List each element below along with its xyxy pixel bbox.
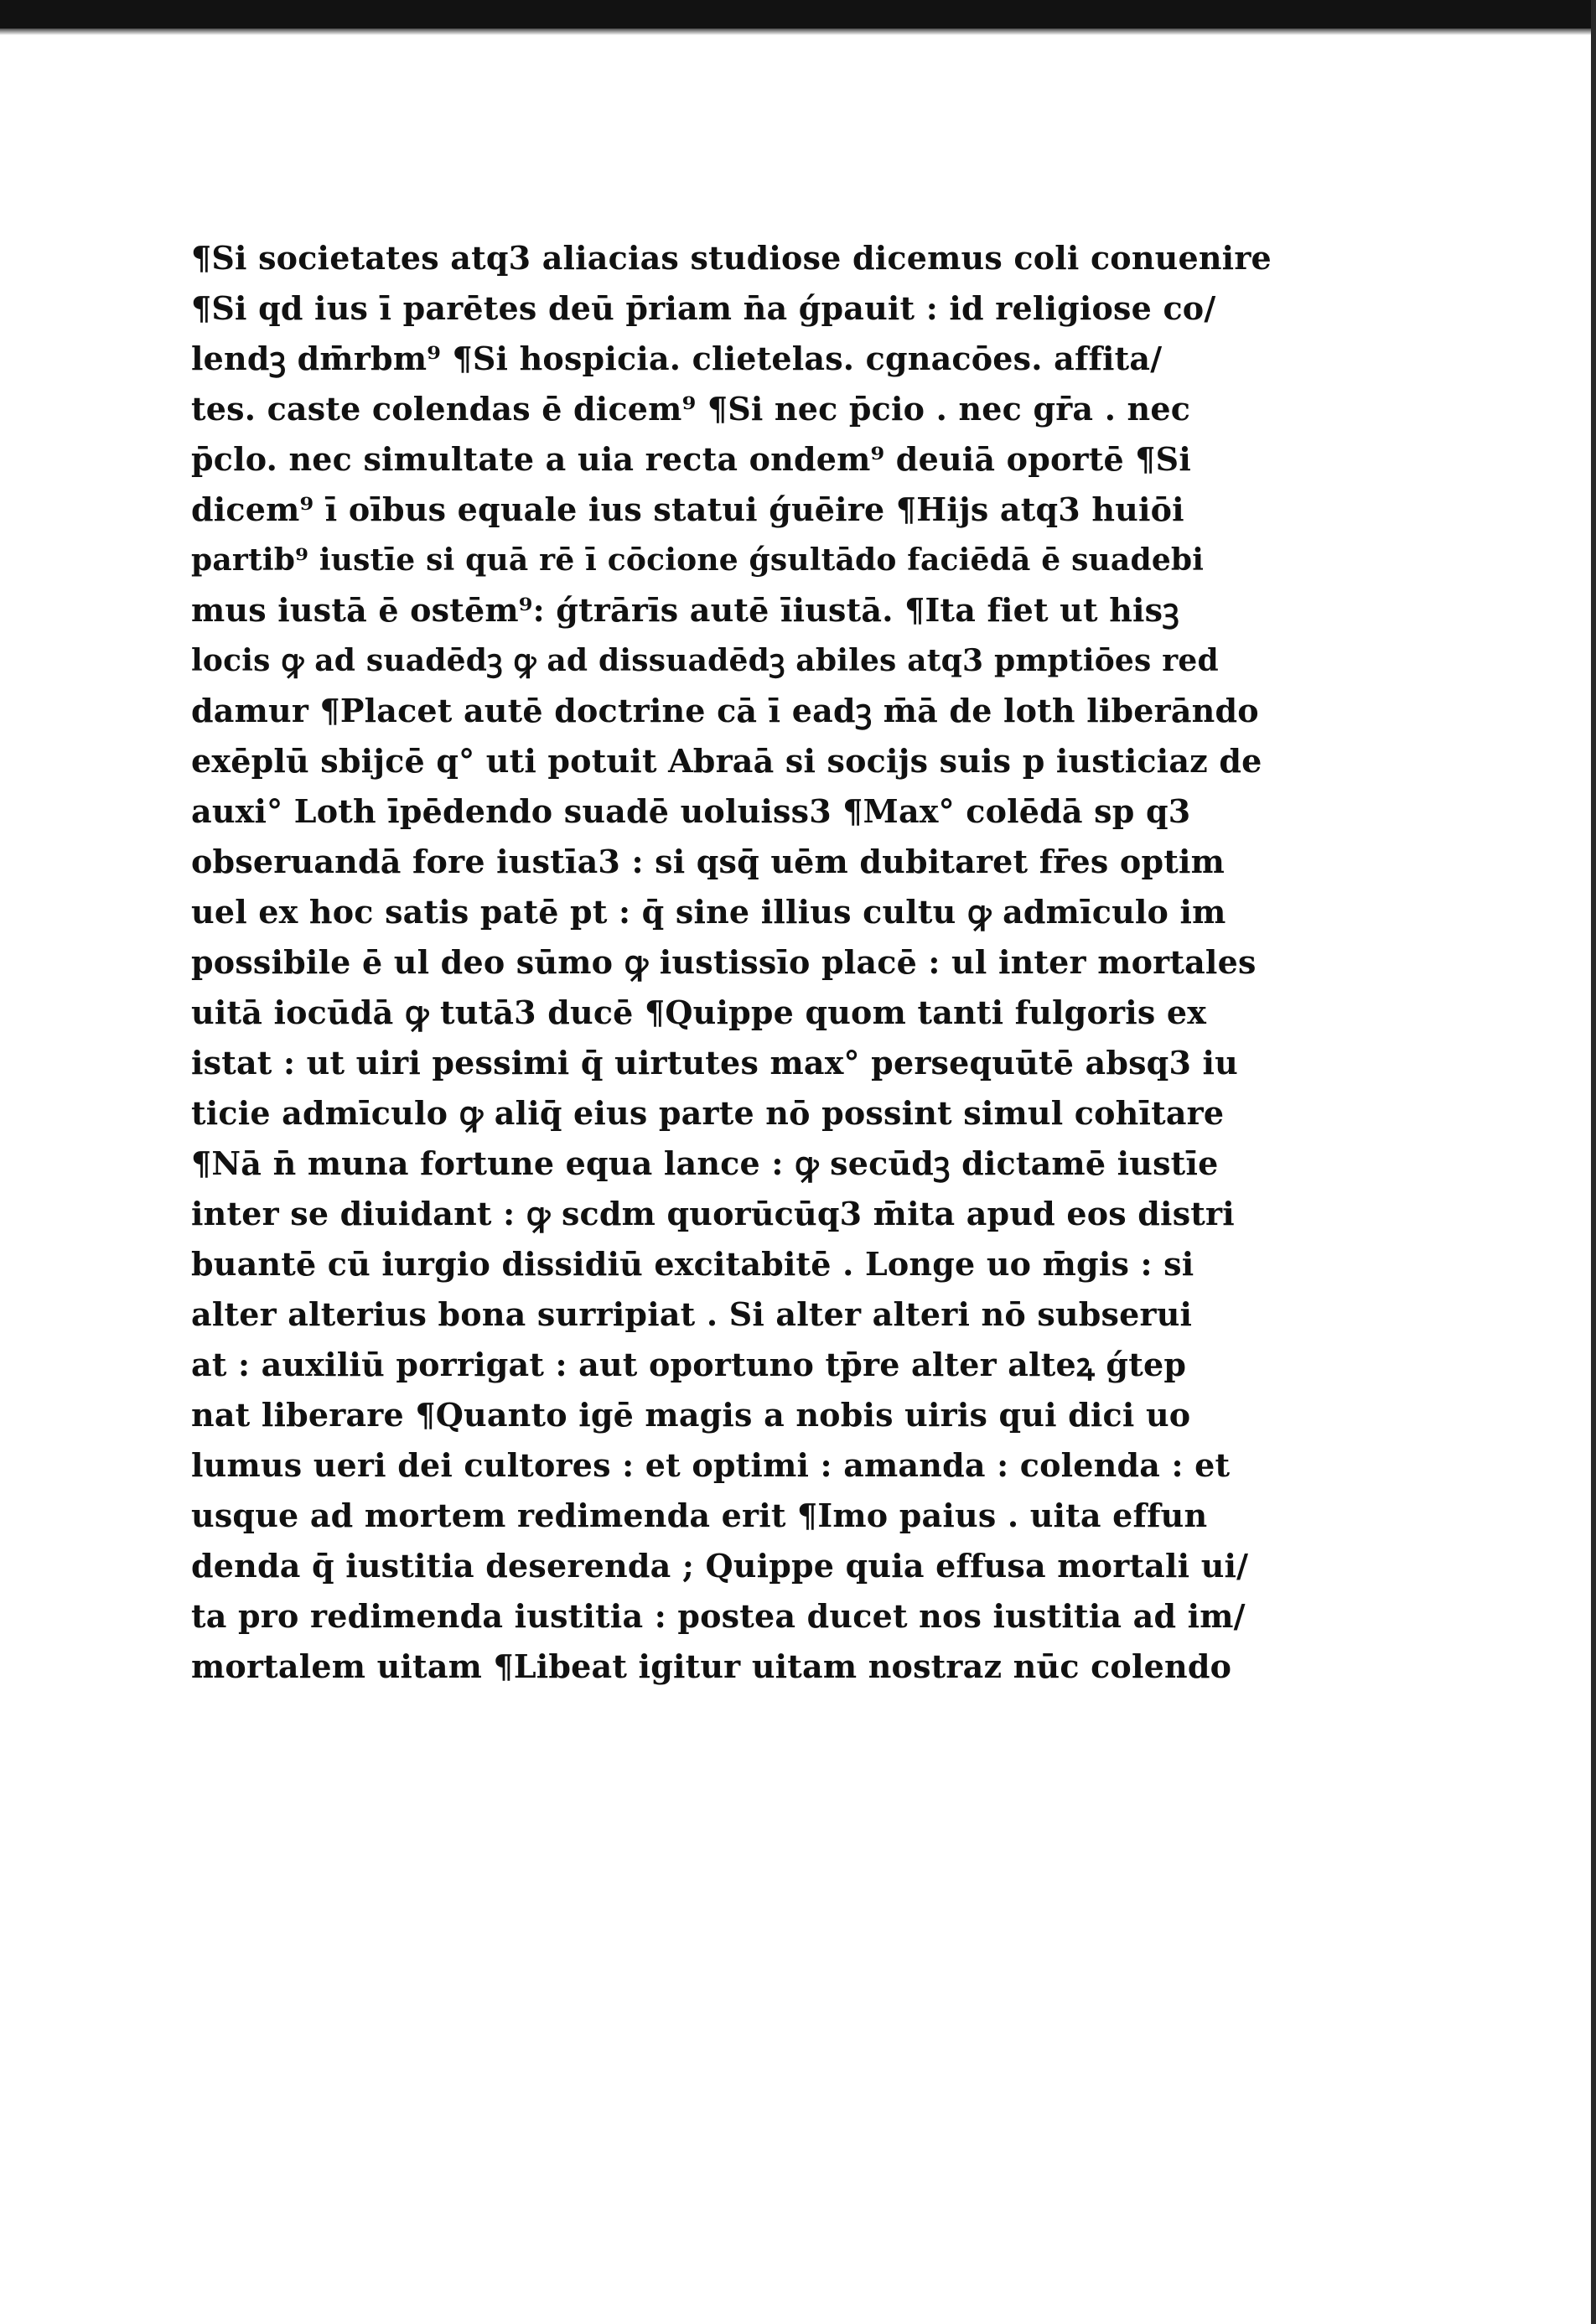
text-line: buantē cū iurgio dissidiū excitabitē . Longe uo m̄gis : si <box>191 1245 1194 1283</box>
text-line: mortalem uitam ¶Libeat igitur uitam nostraz nūc colendo <box>191 1647 1232 1685</box>
text-line: possibile ē ul deo sūmo ꝙ iustissīo placē : ul inter mortales <box>191 943 1257 981</box>
text-line: ticie admīculo ꝙ aliq̄ eius parte nō possint simul cohītare <box>191 1094 1225 1132</box>
text-line: mus iustā ē ostēm⁹: ǵtrārīs autē īiustā. ¶Ita fiet ut hisꝫ <box>191 591 1179 629</box>
text-line: lumus ueri dei cultores : et optimi : amanda : colenda : et <box>191 1446 1231 1484</box>
text-line: at : auxiliū porrigat : aut oportuno tp̄re alter alteꝝ ǵtep <box>191 1346 1187 1383</box>
text-line: uitā iocūdā ꝙ tutā3 ducē ¶Quippe quom tanti fulgoris ex <box>191 993 1207 1031</box>
text-line: nat liberare ¶Quanto igē magis a nobis uiris qui dici uo <box>191 1396 1191 1434</box>
text-line: istat : ut uiri pessimi q̄ uirtutes max° persequūtē absq3 iu <box>191 1044 1238 1082</box>
text-line: damur ¶Placet autē doctrine cā ī eadꝫ m̄ā de loth liberāndo <box>191 692 1259 729</box>
text-line: uel ex hoc satis patē pt : q̄ sine illius cultu ꝙ admīculo im <box>191 893 1226 931</box>
text-line: alter alterius bona surripiat . Si alter alteri nō subserui <box>191 1295 1193 1333</box>
scan-right-edge <box>1591 0 1596 2324</box>
text-line: tes. caste colendas ē dicem⁹ ¶Si nec p̄cio . nec gr̄a . nec <box>191 390 1191 428</box>
text-line: exēplū sbijcē q° uti potuit Abraā si socijs suis p iusticiaz de <box>191 742 1262 780</box>
text-line: dicem⁹ ī oībus equale ius statui ǵuēire ¶Hijs atq3 huiōi <box>191 490 1184 528</box>
text-line: ¶Si societates atq3 aliacias studiose dicemus coli conuenire <box>191 239 1272 277</box>
text-line: inter se diuidant : ꝙ scdm quorūcūq3 m̄ita apud eos distri <box>191 1195 1235 1232</box>
text-line: lendꝫ dm̄rbm⁹ ¶Si hospicia. clietelas. cgnacōes. affita/ <box>191 340 1163 377</box>
scan-top-edge <box>0 0 1596 29</box>
text-line: p̄clo. nec simultate a uia recta ondem⁹ deuiā oportē ¶Si <box>191 440 1191 478</box>
text-line: ¶Nā n̄ muna fortune equa lance : ꝙ secūdꝫ dictamē iustīe <box>191 1144 1219 1182</box>
text-line: denda q̄ iustitia deserenda ; Quippe quia effusa mortali ui/ <box>191 1547 1249 1585</box>
text-line: locis ꝙ ad suadēdꝫ ꝙ ad dissuadēdꝫ abiles atq3 pmptiōes red <box>191 643 1219 678</box>
text-line: partib⁹ iustīe si quā rē ī cōcione ǵsultādo faciēdā ē suadebi <box>191 542 1205 578</box>
text-line: usque ad mortem redimenda erit ¶Imo paius . uita effun <box>191 1497 1208 1534</box>
text-block <box>191 233 1272 1692</box>
text-line: ta pro redimenda iustitia : postea ducet nos iustitia ad im/ <box>191 1597 1246 1635</box>
text-line: ¶Si qd ius ī parētes deū p̄riam n̄a ǵpauit : id religiose co/ <box>191 289 1216 327</box>
text-line: obseruandā fore iustīa3 : si qsq̄ uēm dubitaret fr̄es optim <box>191 843 1226 880</box>
text-line: auxi° Loth īpēdendo suadē uoluiss3 ¶Max° colēdā sp q3 <box>191 792 1191 830</box>
